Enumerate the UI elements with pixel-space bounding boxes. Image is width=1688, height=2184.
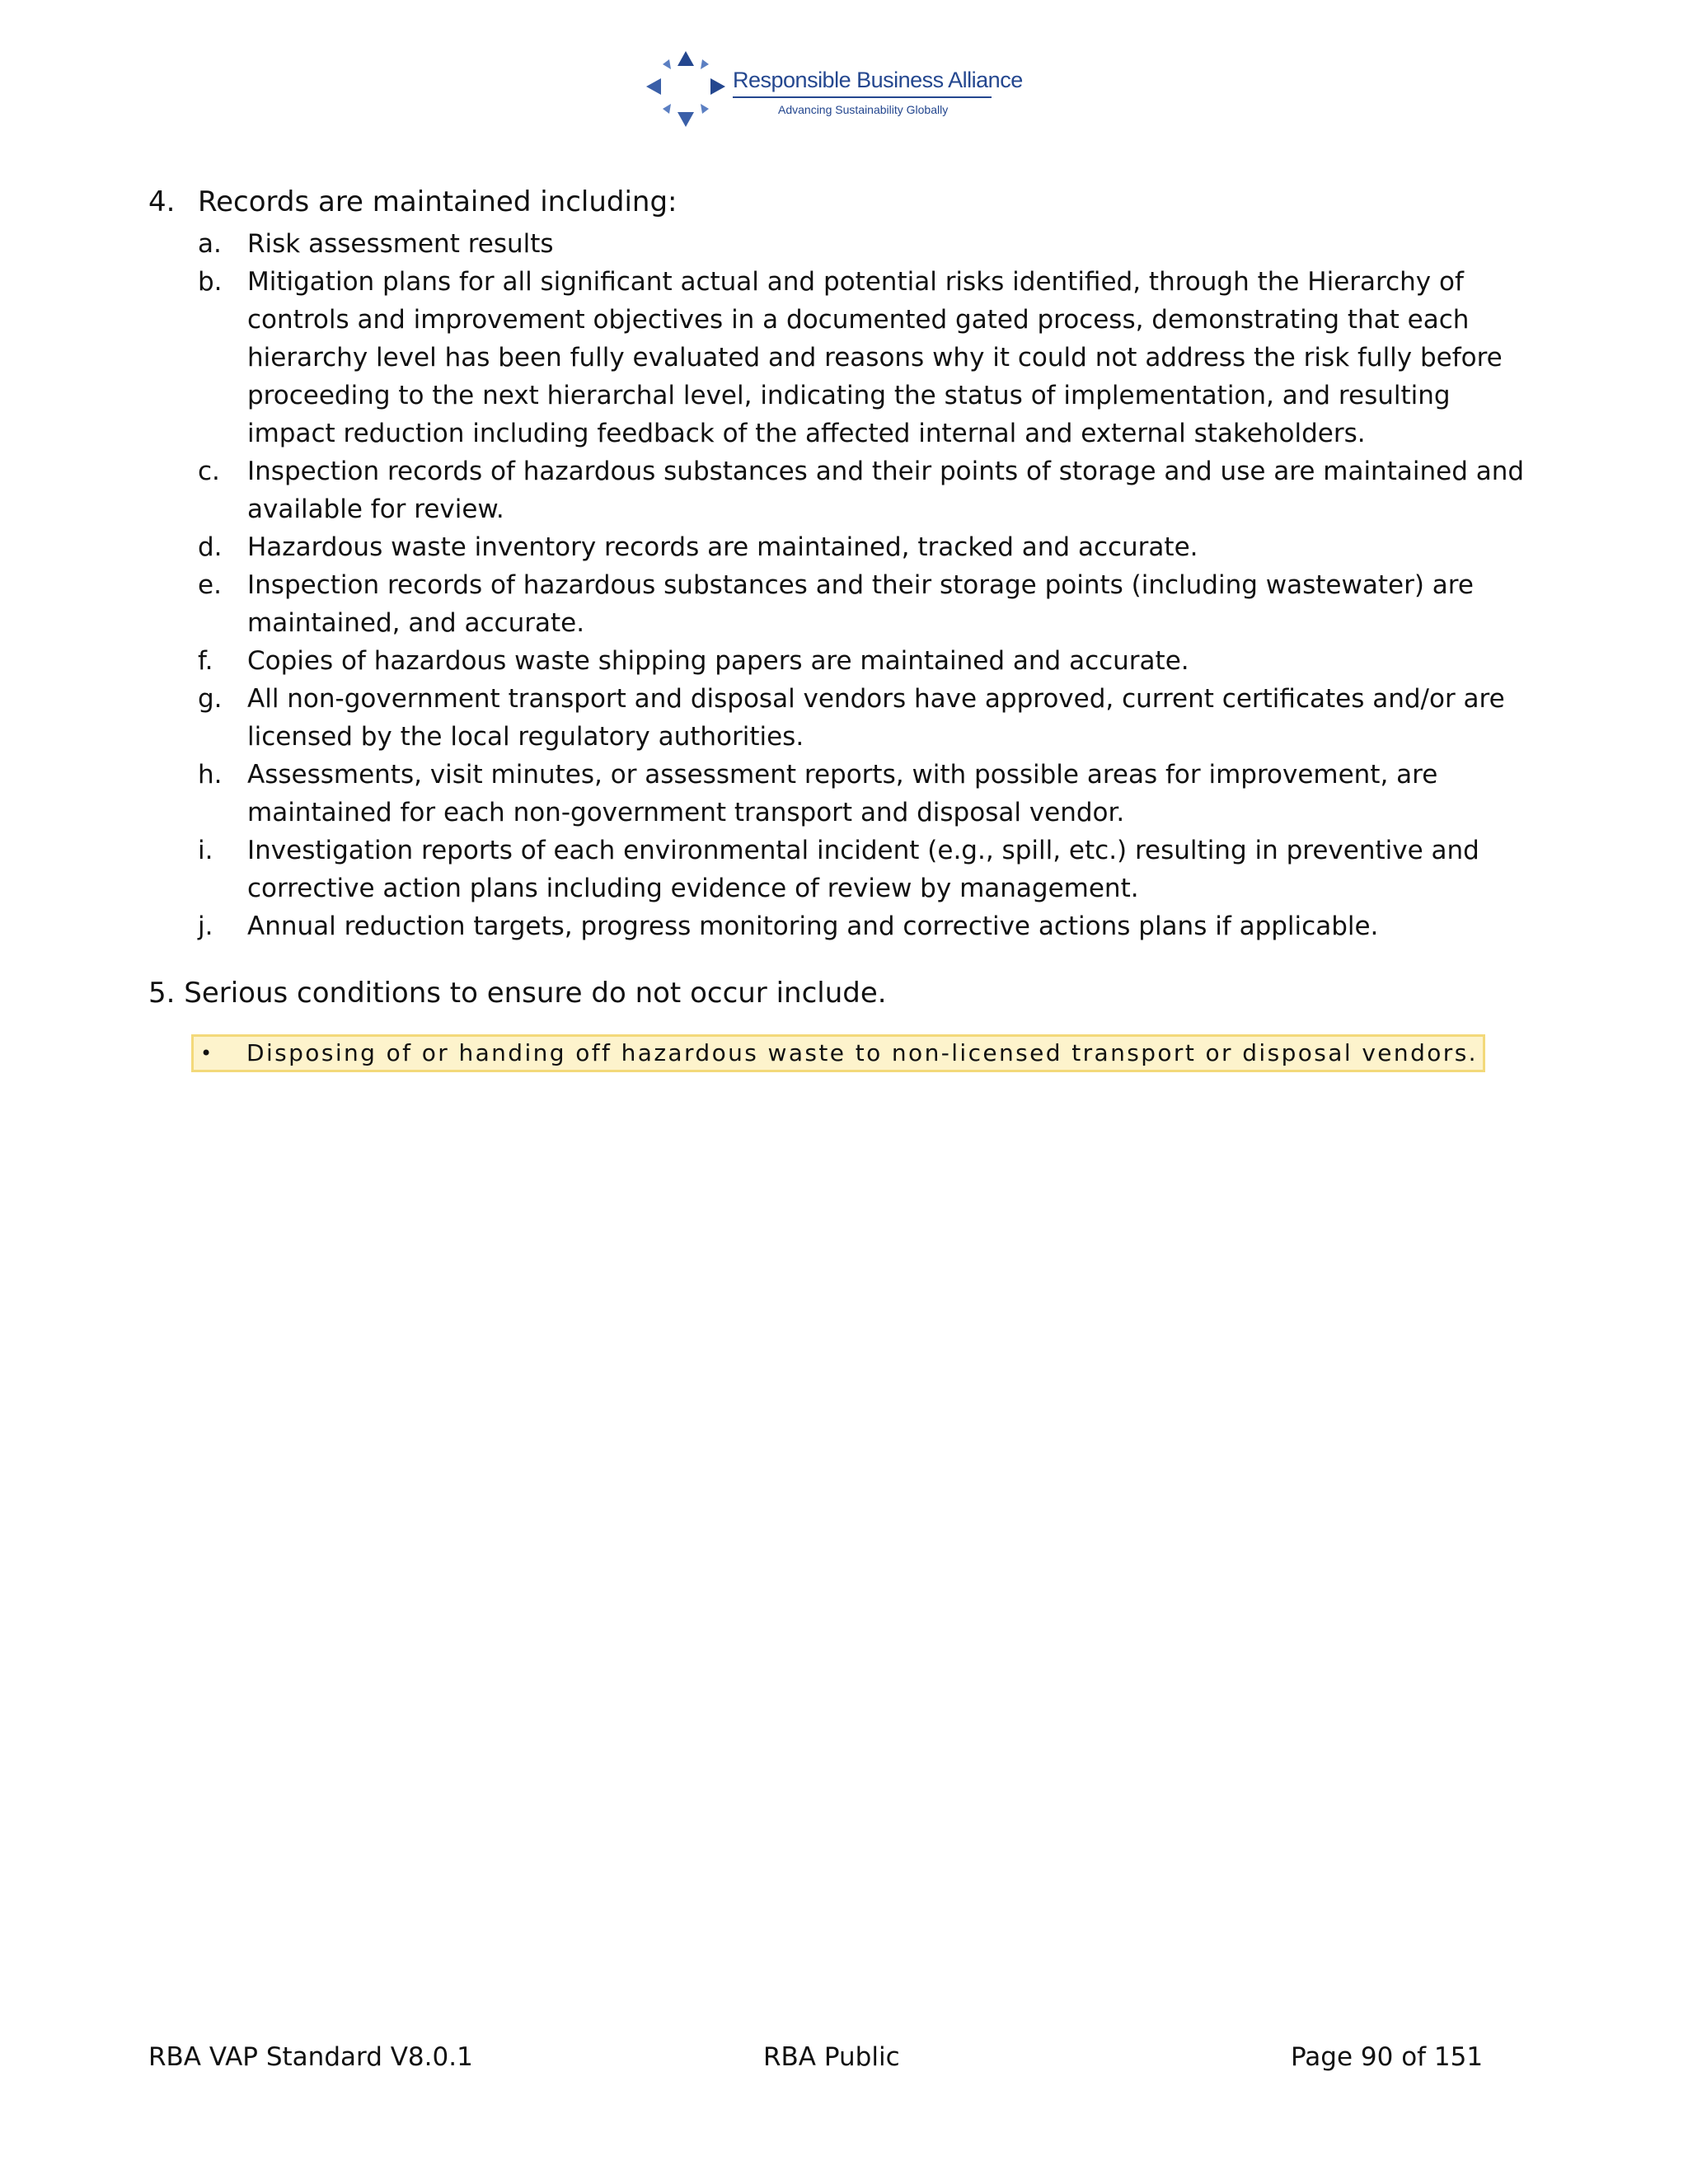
list-item-text: Inspection records of hazardous substances and their points of storage and use are maintained and available for review. — [247, 457, 1525, 524]
serious-condition-text: Disposing of or handing off hazardous waste to non-licensed transport or disposal vendors. — [246, 1039, 1478, 1066]
list-item-letter: j. — [198, 912, 213, 941]
list-item-text: Investigation reports of each environmental incident (e.g., spill, etc.) resulting in preventive and corrective action plans including evidence of review by management. — [247, 836, 1479, 903]
footer-document-title: RBA VAP Standard V8.0.1 — [148, 2042, 473, 2072]
logo-tagline: Advancing Sustainability Globally — [778, 103, 949, 116]
list-item-letter: a. — [198, 229, 222, 259]
footer-page-number: Page 90 of 151 — [1291, 2042, 1484, 2072]
rba-logo — [645, 49, 1023, 132]
list-item-text: Annual reduction targets, progress monitoring and corrective actions plans if applicable. — [247, 912, 1379, 941]
section-5-heading: 5. Serious conditions to ensure do not occur include. — [148, 977, 887, 1010]
logo-rule — [733, 96, 992, 98]
list-item-letter: b. — [198, 267, 223, 297]
list-item-letter: e. — [198, 570, 222, 600]
list-item-text: Copies of hazardous waste shipping papers are maintained and accurate. — [247, 646, 1189, 676]
list-item-letter: g. — [198, 684, 223, 714]
list-item-letter: d. — [198, 532, 223, 562]
list-item-text: Risk assessment results — [247, 229, 554, 259]
section-4-title: Records are maintained including: — [198, 185, 678, 218]
list-item-text: Assessments, visit minutes, or assessment reports, with possible areas for improvement, are maintained for each non-government transport and disposal vendor. — [247, 760, 1438, 827]
section-4-number: 4. — [148, 185, 176, 218]
list-item-text: Inspection records of hazardous substances and their storage points (including wastewater) are maintained, and accurate. — [247, 570, 1474, 638]
compass-arrows-icon — [645, 49, 727, 132]
list-item-text: Hazardous waste inventory records are maintained, tracked and accurate. — [247, 532, 1198, 562]
serious-condition-callout — [191, 1034, 1485, 1072]
list-item-text: All non-government transport and disposal vendors have approved, current certificates and/or are licensed by the local regulatory authorities. — [247, 684, 1505, 752]
list-item-text: Mitigation plans for all significant actual and potential risks identified, through the Hierarchy of controls and improvement objectives in a documented gated process, demonstrating that each hierarchy level has been fully evaluated and reasons why it could not address the risk fully before proceeding to the next hierarchal level, indicating the status of implementation, and resulting impact reduction including feedback of the affected internal and external stakeholders. — [247, 267, 1503, 448]
list-item-letter: i. — [198, 836, 213, 865]
list-item-letter: f. — [198, 646, 213, 676]
list-item-letter: h. — [198, 760, 223, 790]
list-item-letter: c. — [198, 457, 220, 486]
bullet-icon: • — [200, 1042, 213, 1065]
logo-name: Responsible Business Alliance — [733, 68, 1023, 92]
footer-classification: RBA Public — [763, 2042, 900, 2072]
